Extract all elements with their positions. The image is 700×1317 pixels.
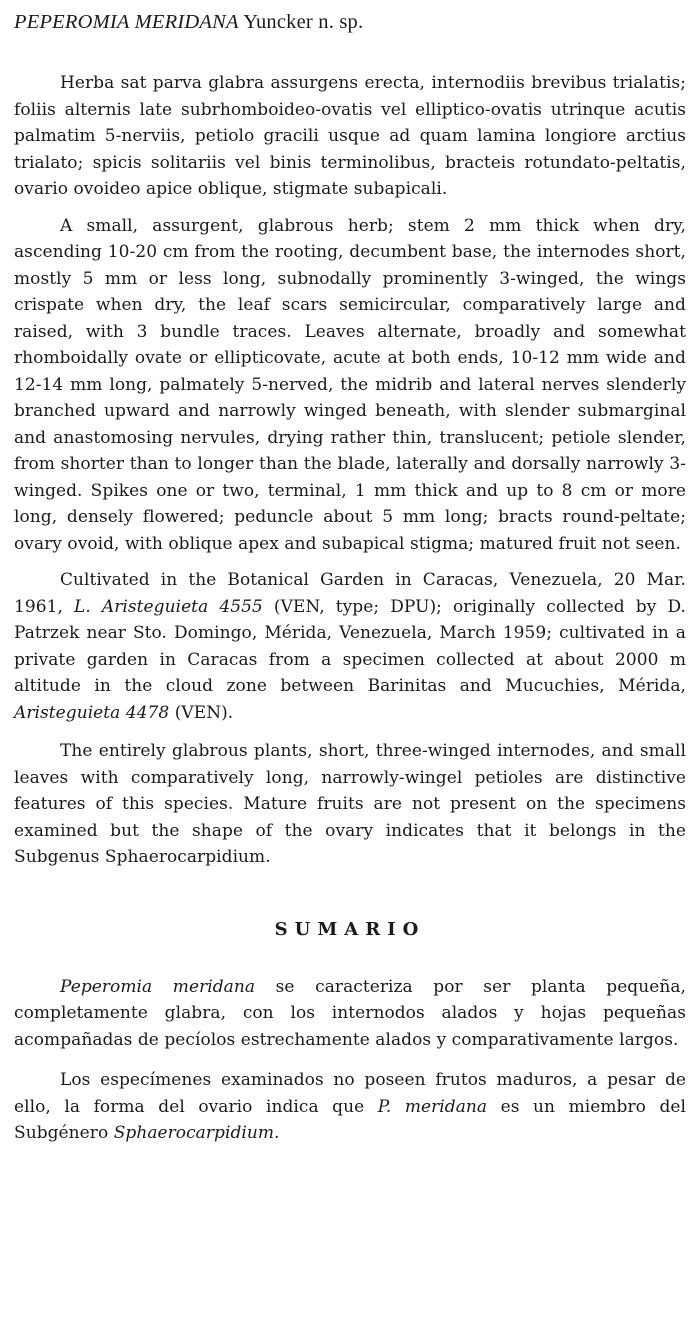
species-name: PEPEROMIA MERIDANA	[14, 11, 239, 33]
english-description: A small, assurgent, glabrous herb; stem 2 mm thick when dry, ascending 10-20 cm from the rooting, decumbent base, the internodes short, mostly 5 mm or less long, subnodally prominently 3-winged, the wings crispate when dry, the leaf scars semicircular, comparatively large and raised, with 3 bundle traces. Leaves alternate, broadly and somewhat rhomboidally ovate or ellipticovate, acute at both ends, 10-12 mm wide and 12-14 mm long, palmately 5-nerved, the midrib and lateral nerves slenderly branched upward and narrowly winged beneath, with slender submarginal and anastomosing nervules, drying rather thin, translucent; petiole slender, from shorter than to longer than the blade, laterally and dorsally narrowly 3-winged. Spikes one or two, terminal, 1 mm thick and up to 8 cm or more long, densely flowered; peduncle about 5 mm long; bracts round-peltate; ovary ovoid, with oblique apex and subapical stigma; matured fruit not seen.	[14, 215, 686, 554]
sumario-subgenus: Sphaerocarpidium.	[113, 1123, 280, 1143]
collector-number-second: Aristeguieta 4478	[14, 702, 170, 723]
cultivation-text-2: (VEN, type; DPU); originally collected by D. Patrzek near Sto. Domingo, Mérida, Venezuela, March 1959; cultivated in a private garden in Caracas from a specimen collected at about 2000 m altitude in the cloud zone between Barinitas and Mucuchies, Mérida,	[14, 596, 686, 696]
cultivation-text-3: (VEN).	[169, 702, 234, 723]
cultivation-text-1: Cultivated in the Botanical Garden in Caracas, Venezuela, 20 Mar. 1961,	[14, 570, 686, 617]
cultivation-paragraph	[14, 567, 686, 726]
collector-number-type: L. Aristeguieta 4555	[74, 596, 263, 617]
sumario-paragraph-1	[14, 974, 686, 1054]
document-page	[14, 8, 686, 1147]
sumario-species-name: Peperomia meridana	[60, 976, 256, 997]
sumario-text-2b: es un miembro del Subgénero	[14, 1096, 687, 1143]
latin-description: Herba sat parva glabra assurgens erecta, internodiis brevibus trialatis; foliis alternis late subrhomboideo-ovatis vel elliptico-ovatis utrinque acutis palmatim 5-nerviis, petiolo gracili usque ad quam lamina longiore arctius trialato; spicis solitariis vel binis terminolibus, bracteis rotundato-peltatis, ovario ovoideo apice oblique, stigmate subapicali.	[14, 73, 686, 199]
sumario-text-1: se caracteriza por ser planta pequeña, completamente glabra, con los internodos alados y hojas pequeñas acompañadas de pecíolos estrechamente alados y comparativamente largos.	[14, 976, 686, 1050]
sumario-paragraph-2	[14, 1067, 686, 1147]
sumario-text-2a: Los especímenes examinados no poseen frutos maduros, a pesar de ello, la forma del ovario indica que	[14, 1070, 686, 1117]
species-author: Yuncker n. sp.	[243, 11, 364, 33]
sumario-heading: SUMARIO	[274, 918, 426, 940]
species-title	[14, 8, 686, 36]
distinction-paragraph: The entirely glabrous plants, short, three-winged internodes, and small leaves with comparatively long, narrowly-wingel petioles are distinctive features of this species. Mature fruits are not present on the specimens examined but the shape of the ovary indicates that it belongs in the Subgenus Sphaerocarpidium.	[14, 741, 686, 867]
sumario-species-abbrev: P. meridana	[377, 1096, 488, 1117]
